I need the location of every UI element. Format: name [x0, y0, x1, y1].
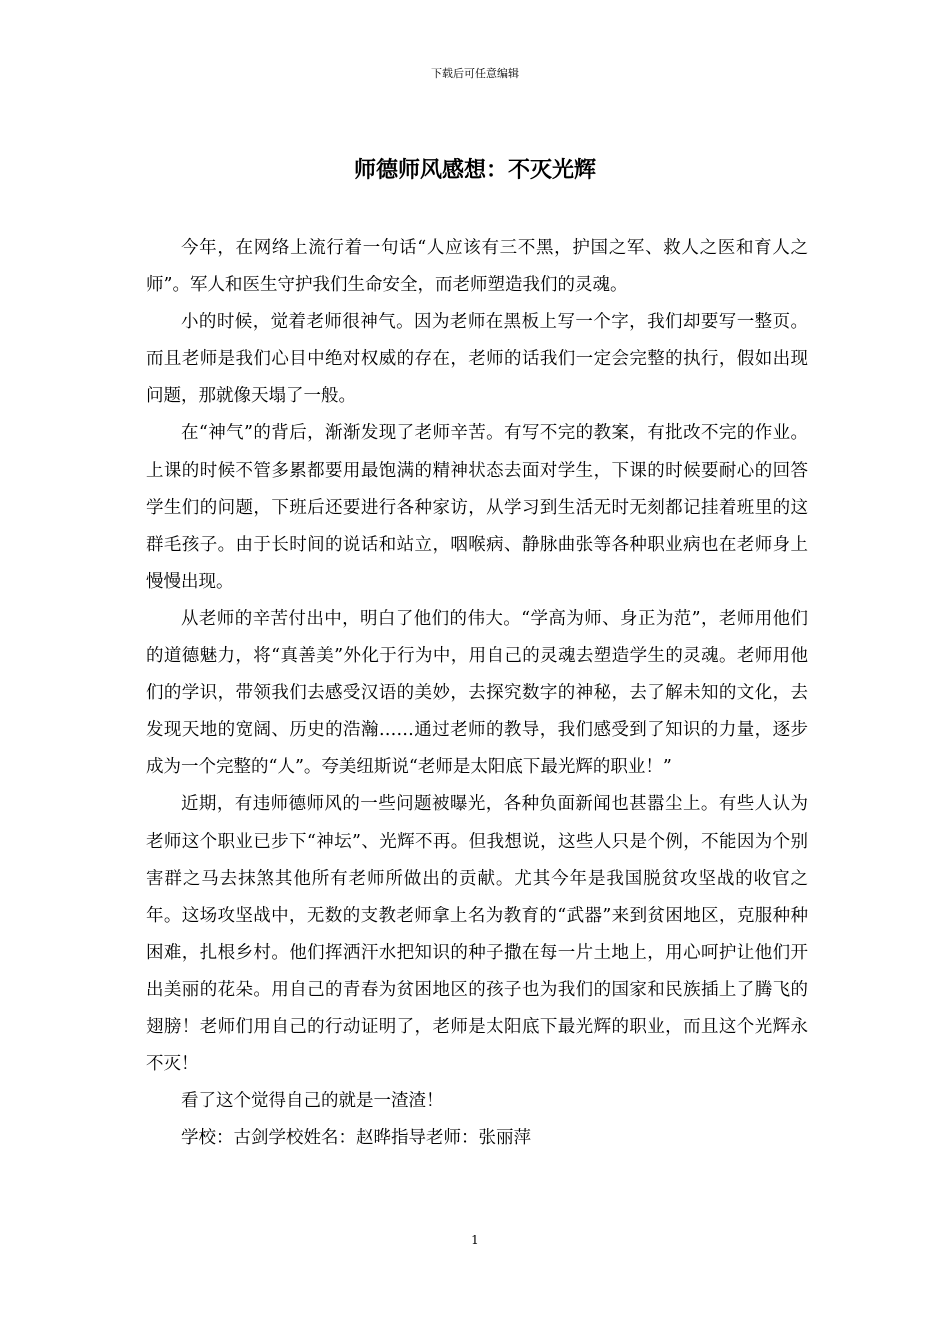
paragraph: 小的时候，觉着老师很神气。因为老师在黑板上写一个字，我们却要写一整页。而且老师是我们心目中绝对权威的存在，老师的话我们一定会完整的执行，假如出现问题，那就像天塌了一般。 — [146, 312, 808, 407]
paragraph: 在“神气”的背后，渐渐发现了老师辛苦。有写不完的教案，有批改不完的作业。上课的时候不管多累都要用最饱满的精神状态去面对学生，下课的时候要耐心的回答学生们的问题，下班后还要进行各种家访，从学习到生活无时无刻都记挂着班里的这群毛孩子。由于长时间的说话和站立，咽喉病、静脉曲张等各种职业病也在老师身上慢慢出现。 — [146, 423, 808, 592]
paragraph: 从老师的辛苦付出中，明白了他们的伟大。“学高为师、身正为范”，老师用他们的道德魅力，将“真善美”外化于行为中，用自己的灵魂去塑造学生的灵魂。老师用他们的学识，带领我们去感受汉语的美妙，去探究数字的神秘，去了解未知的文化，去发现天地的宽阔、历史的浩瀚……通过老师的教导，我们感受到了知识的力量，逐步成为一个完整的“人”。夸美纽斯说“老师是太阳底下最光辉的职业！” — [146, 608, 808, 778]
document-body — [146, 230, 808, 1157]
paragraph: 今年，在网络上流行着一句话“人应该有三不黑，护国之军、救人之医和育人之师”。军人和医生守护我们生命安全，而老师塑造我们的灵魂。 — [146, 238, 808, 296]
page-number: 1 — [471, 1233, 479, 1247]
header-note: 下载后可任意编辑 — [431, 67, 519, 80]
paragraph: 看了这个觉得自己的就是一渣渣！ — [181, 1091, 444, 1112]
paragraph: 近期，有违师德师风的一些问题被曝光，各种负面新闻也甚嚣尘上。有些人认为老师这个职业已步下“神坛”、光辉不再。但我想说，这些人只是个例，不能因为个别害群之马去抹煞其他所有老师所做出的贡献。尤其今年是我国脱贫攻坚战的收官之年。这场攻坚战中，无数的支教老师拿上名为教育的“武器”来到贫困地区，克服种种困难，扎根乡村。他们挥洒汗水把知识的种子撒在每一片土地上，用心呵护让他们开出美丽的花朵。用自己的青春为贫困地区的孩子也为我们的国家和民族插上了腾飞的翅膀！老师们用自己的行动证明了，老师是太阳底下最光辉的职业，而且这个光辉永不灭！ — [146, 794, 808, 1075]
author-info: 学校：古剑学校姓名：赵晔指导老师：张丽萍 — [181, 1128, 531, 1149]
document-title: 师德师风感想：不灭光辉 — [353, 157, 596, 183]
